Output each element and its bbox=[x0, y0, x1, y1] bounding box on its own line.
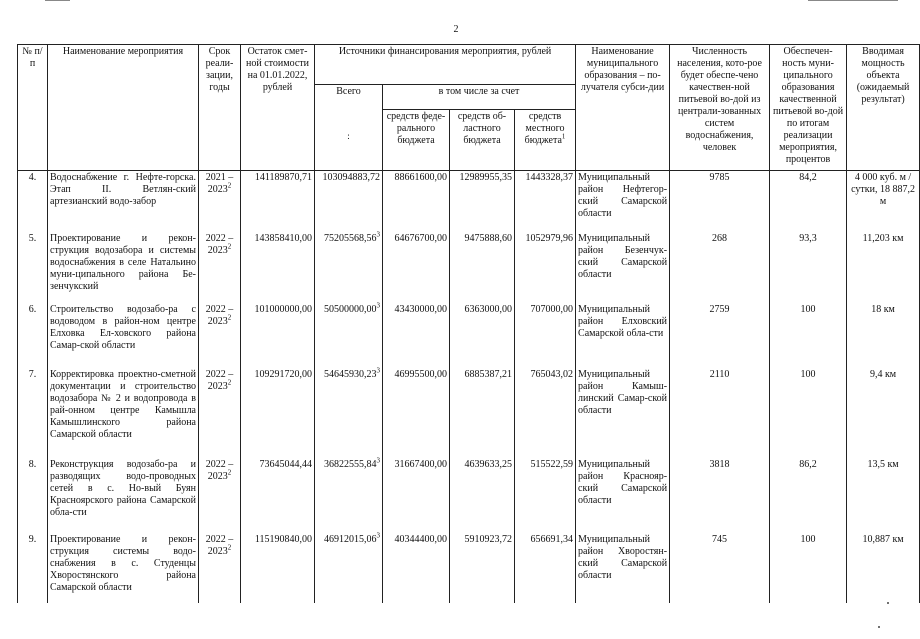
col-header-population: Численность населения, кото-рое будет обеспе-чено качествен-ной питьевой во-дой из централи-зованных систем водоснабжения, человек bbox=[670, 45, 770, 171]
cell-number: 9. bbox=[18, 533, 48, 603]
cell-number: 8. bbox=[18, 458, 48, 533]
cell-capacity: 18 км bbox=[847, 303, 920, 368]
cell-term: 2022 – 2023$^2$ bbox=[199, 368, 241, 458]
page-number: 2 bbox=[453, 24, 459, 35]
cell-provision: 100 bbox=[770, 368, 847, 458]
table-row bbox=[18, 368, 920, 458]
table-row bbox=[18, 533, 920, 603]
cell-remaining-cost: 141189870,71 bbox=[241, 171, 315, 232]
cell-population: 745 bbox=[670, 533, 770, 603]
cell-number: 6. bbox=[18, 303, 48, 368]
cell-federal: 88661600,00 bbox=[383, 171, 450, 232]
col-header-measure: Наименование мероприятия bbox=[48, 45, 199, 171]
cell-provision: 84,2 bbox=[770, 171, 847, 232]
cell-population: 268 bbox=[670, 232, 770, 303]
cell-regional: 4639633,25 bbox=[450, 458, 515, 533]
cell-population: 2110 bbox=[670, 368, 770, 458]
col-header-including: в том числе за счет bbox=[383, 85, 576, 110]
col-header-regional: средств об-ластного бюджета bbox=[450, 110, 515, 171]
cell-measure-name: Реконструкция водозабо-ра и разводящих водо-проводных сетей в с. Но-вый Буян Красноярского района Самарской обла-сти bbox=[48, 458, 199, 533]
col-header-remaining-cost: Остаток смет-ной стоимости на 01.01.2022, рублей bbox=[241, 45, 315, 171]
cell-term: 2022 – 2023$^2$ bbox=[199, 303, 241, 368]
cell-capacity: 11,203 км bbox=[847, 232, 920, 303]
col-header-number: № п/п bbox=[18, 45, 48, 171]
cell-federal: 31667400,00 bbox=[383, 458, 450, 533]
cell-measure-name: Водоснабжение г. Нефте-горска. Этап II. Ветлян-ский артезианский водо-забор bbox=[48, 171, 199, 232]
cell-municipality: Муниципальный район Камыш-линский Самар-ской области bbox=[576, 368, 670, 458]
col-header-financing-sources: Источники финансирования мероприятия, рублей bbox=[315, 45, 576, 85]
cell-measure-name: Строительство водозабо-ра с водоводом в район-ном центре Елховка Ел-ховского района Самар-ской области bbox=[48, 303, 199, 368]
cell-term: 2022 – 2023$^2$ bbox=[199, 533, 241, 603]
cell-term: 2022 – 2023$^2$ bbox=[199, 458, 241, 533]
cell-local: 765043,02 bbox=[515, 368, 576, 458]
scan-edge-line-left bbox=[45, 0, 70, 1]
cell-population: 2759 bbox=[670, 303, 770, 368]
cell-number: 4. bbox=[18, 171, 48, 232]
cell-local: 515522,59 bbox=[515, 458, 576, 533]
col-header-provision: Обеспечен-ность муни-ципального образования качественной питьевой во-дой по итогам реализации мероприятия, процентов bbox=[770, 45, 847, 171]
cell-municipality: Муниципальный район Нефтегор-ский Самарской области bbox=[576, 171, 670, 232]
cell-total: 50500000,00$^3$ bbox=[315, 303, 383, 368]
cell-remaining-cost: 109291720,00 bbox=[241, 368, 315, 458]
cell-capacity: 10,887 км bbox=[847, 533, 920, 603]
cell-provision: 86,2 bbox=[770, 458, 847, 533]
cell-local: 707000,00 bbox=[515, 303, 576, 368]
col-header-local: средств местного бюджета$^1$ bbox=[515, 110, 576, 171]
cell-total: 36822555,84$^3$ bbox=[315, 458, 383, 533]
cell-municipality: Муниципальный район Елховский Самарской обла-сти bbox=[576, 303, 670, 368]
col-header-total: Всего : bbox=[315, 85, 383, 171]
cell-total: 46912015,06$^3$ bbox=[315, 533, 383, 603]
cell-federal: 40344400,00 bbox=[383, 533, 450, 603]
cell-measure-name: Проектирование и рекон-струкция системы водо-снабжения в с. Студенцы Хворостянского района Самарской области bbox=[48, 533, 199, 603]
table-row bbox=[18, 171, 920, 232]
table-row bbox=[18, 232, 920, 303]
cell-capacity: 4 000 куб. м / сутки, 18 887,2 м bbox=[847, 171, 920, 232]
cell-number: 5. bbox=[18, 232, 48, 303]
col-header-municipality: Наименование муниципального образования – по-лучателя субси-дии bbox=[576, 45, 670, 171]
table-body bbox=[18, 171, 920, 603]
cell-local: 1443328,37 bbox=[515, 171, 576, 232]
cell-term: 2021 – 2023$^2$ bbox=[199, 171, 241, 232]
cell-regional: 6885387,21 bbox=[450, 368, 515, 458]
cell-total: 103094883,72 bbox=[315, 171, 383, 232]
cell-regional: 6363000,00 bbox=[450, 303, 515, 368]
cell-regional: 12989955,35 bbox=[450, 171, 515, 232]
cell-provision: 100 bbox=[770, 533, 847, 603]
cell-provision: 100 bbox=[770, 303, 847, 368]
col-header-federal: средств феде-рального бюджета bbox=[383, 110, 450, 171]
table-row bbox=[18, 303, 920, 368]
table-header bbox=[18, 45, 920, 171]
col-header-total-mark: : bbox=[347, 131, 350, 141]
scan-speck bbox=[887, 602, 889, 604]
cell-municipality: Муниципальный район Хворостян-ский Самарской области bbox=[576, 533, 670, 603]
cell-remaining-cost: 73645044,44 bbox=[241, 458, 315, 533]
cell-local: 1052979,96 bbox=[515, 232, 576, 303]
cell-federal: 46995500,00 bbox=[383, 368, 450, 458]
col-header-capacity: Вводимая мощность объекта (ожидаемый результат) bbox=[847, 45, 920, 171]
cell-remaining-cost: 115190840,00 bbox=[241, 533, 315, 603]
cell-local: 656691,34 bbox=[515, 533, 576, 603]
cell-municipality: Муниципальный район Безенчук-ский Самарской области bbox=[576, 232, 670, 303]
cell-measure-name: Корректировка проектно-сметной документации и строительство водозабора № 2 и водопровода в рай-онном центре Камышла Камышлинского района Самарской области bbox=[48, 368, 199, 458]
cell-provision: 93,3 bbox=[770, 232, 847, 303]
scan-edge-line-right bbox=[808, 0, 898, 1]
cell-remaining-cost: 101000000,00 bbox=[241, 303, 315, 368]
cell-term: 2022 – 2023$^2$ bbox=[199, 232, 241, 303]
cell-total: 54645930,23$^3$ bbox=[315, 368, 383, 458]
cell-municipality: Муниципальный район Краснояр-ский Самарской области bbox=[576, 458, 670, 533]
cell-federal: 64676700,00 bbox=[383, 232, 450, 303]
scan-speck bbox=[878, 626, 880, 628]
cell-measure-name: Проектирование и рекон-струкция водозабора и системы водоснабжения в селе Натальино муни-ципального района Бе-зенчукский bbox=[48, 232, 199, 303]
cell-total: 75205568,56$^3$ bbox=[315, 232, 383, 303]
col-header-term: Срок реали-зации, годы bbox=[199, 45, 241, 171]
table-row bbox=[18, 458, 920, 533]
cell-population: 3818 bbox=[670, 458, 770, 533]
cell-federal: 43430000,00 bbox=[383, 303, 450, 368]
cell-capacity: 13,5 км bbox=[847, 458, 920, 533]
cell-remaining-cost: 143858410,00 bbox=[241, 232, 315, 303]
cell-population: 9785 bbox=[670, 171, 770, 232]
cell-regional: 9475888,60 bbox=[450, 232, 515, 303]
cell-regional: 5910923,72 bbox=[450, 533, 515, 603]
measures-table bbox=[17, 44, 920, 603]
cell-capacity: 9,4 км bbox=[847, 368, 920, 458]
cell-number: 7. bbox=[18, 368, 48, 458]
